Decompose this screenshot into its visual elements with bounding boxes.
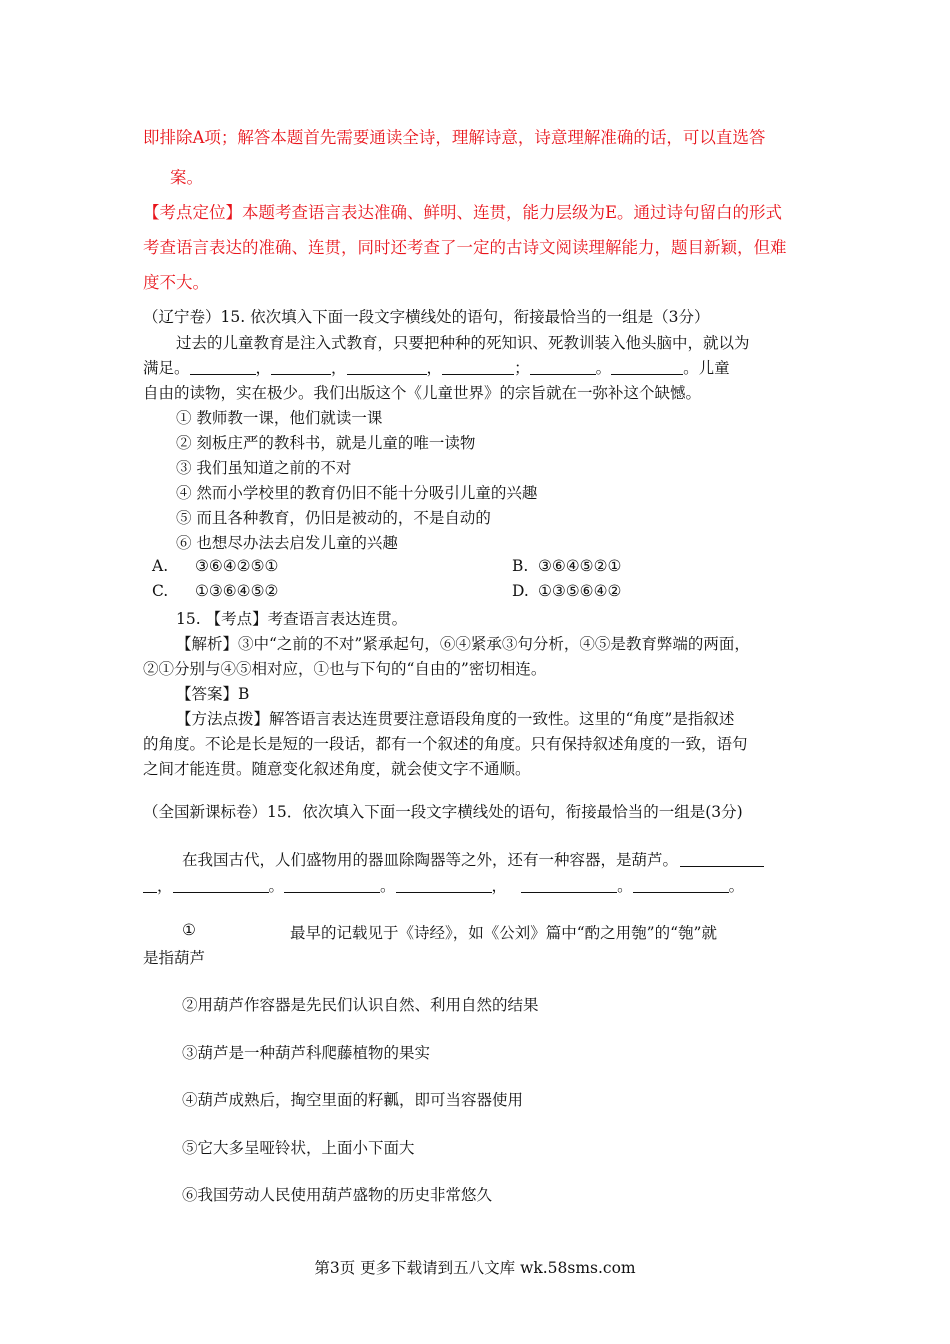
option-b-text: ③⑥④⑤②① [538,557,622,575]
blank-line [442,359,514,376]
statement-5: ⑤ 而且各种教育，仍旧是被动的，不是自动的 [176,509,491,527]
blank-line [347,359,427,376]
statement-4: ④ 然而小学校里的教育仍旧不能十分吸引儿童的兴趣 [176,484,538,502]
blank-line [633,877,729,894]
method-tip: 【方法点拨】解答语言表达连贯要注意语段角度的一致性。这里的“角度”是指叙述 [176,710,735,728]
red-line-5: 度不大。 [143,273,209,292]
answer-label: 【答案】B [176,685,250,703]
passage-line-blanks: 满足。 ， ， ， ； 。 。儿童 [143,359,730,377]
blank-line [611,359,683,376]
statement-1-number: ① [182,921,196,939]
option-c-letter: C. [152,582,169,600]
question-title: （辽宁卷）15. 依次填入下面一段文字横线处的语句，衔接最恰当的一组是（3分） [143,308,710,326]
statement-1: 最早的记载见于《诗经》，如《公刘》篇中“酌之用匏”的“匏”就 [290,924,717,942]
passage-line: 过去的儿童教育是注入式教育，只要把种种的死知识、死教训装入他头脑中，就以为 [176,334,750,352]
statement-1-cont: 是指葫芦 [143,949,206,967]
statement-3: ③ 我们虽知道之前的不对 [176,459,352,477]
answer-key-point: 15. 【考点】考查语言表达连贯。 [176,610,408,628]
blank-line [521,877,617,894]
blank-line [680,851,764,868]
option-a-text: ③⑥④②⑤① [195,557,279,575]
page-footer: 第3页 更多下载请到五八文库 wk.58sms.com [314,1259,636,1277]
statement-2: ② 刻板庄严的教科书，就是儿童的唯一读物 [176,434,476,452]
blank-line [271,359,331,376]
answer-analysis: 【解析】③中“之前的不对”紧承起句，⑥④紧承③句分析，④⑤是教育弊端的两面， [176,635,750,653]
statement-1: ① 教师教一课，他们就读一课 [176,409,383,427]
option-d-text: ①③⑤⑥④② [538,582,622,600]
statement-6: ⑥我国劳动人民使用葫芦盛物的历史非常悠久 [182,1186,493,1204]
statement-2: ②用葫芦作容器是先民们认识自然、利用自然的结果 [182,996,539,1014]
option-c-text: ①③⑥④⑤② [195,582,279,600]
statement-4: ④葫芦成熟后，掏空里面的籽瓤，即可当容器使用 [182,1091,524,1109]
blank-line [143,877,157,894]
method-tip-cont: 的角度。不论是长是短的一段话，都有一个叙述的角度。只有保持叙述角度的一致，语句 [143,735,748,753]
blank-line [530,359,596,376]
statement-5: ⑤它大多呈哑铃状，上面小下面大 [182,1139,415,1157]
question-title: （全国新课标卷）15．依次填入下面一段文字横线处的语句，衔接最恰当的一组是(3分) [143,803,743,821]
blank-line [190,359,256,376]
statement-3: ③葫芦是一种葫芦科爬藤植物的果实 [182,1044,431,1062]
statement-6: ⑥ 也想尽办法去启发儿童的兴趣 [176,534,398,552]
passage-line: 在我国古代，人们盛物用的器皿除陶器等之外，还有一种容器，是葫芦。 [182,848,764,870]
answer-analysis-cont: ②①分别与④⑤相对应，①也与下句的“自由的”密切相连。 [143,660,547,678]
red-line-3: 【考点定位】本题考查语言表达准确、鲜明、连贯，能力层级为E。通过诗句留白的形式 [143,203,783,222]
blank-line [284,877,380,894]
blank-line [396,877,492,894]
red-line-4: 考查语言表达的准确、连贯，同时还考查了一定的古诗文阅读理解能力，题目新颖，但难 [143,238,787,257]
passage-line-blanks: ， 。 。 ， 。 。 [143,874,744,896]
option-a-letter: A. [152,557,169,575]
blank-line [173,877,269,894]
red-line-2: 案。 [170,168,203,187]
method-tip-cont: 之间才能连贯。随意变化叙述角度，就会使文字不通顺。 [143,760,531,778]
option-d-letter: D. [512,582,529,600]
option-b-letter: B. [512,557,529,575]
passage-line: 自由的读物，实在极少。我们出版这个《儿童世界》的宗旨就在一弥补这个缺憾。 [143,384,702,402]
red-line-1: 即排除A项；解答本题首先需要通读全诗，理解诗意，诗意理解准确的话，可以直选答 [143,128,766,147]
